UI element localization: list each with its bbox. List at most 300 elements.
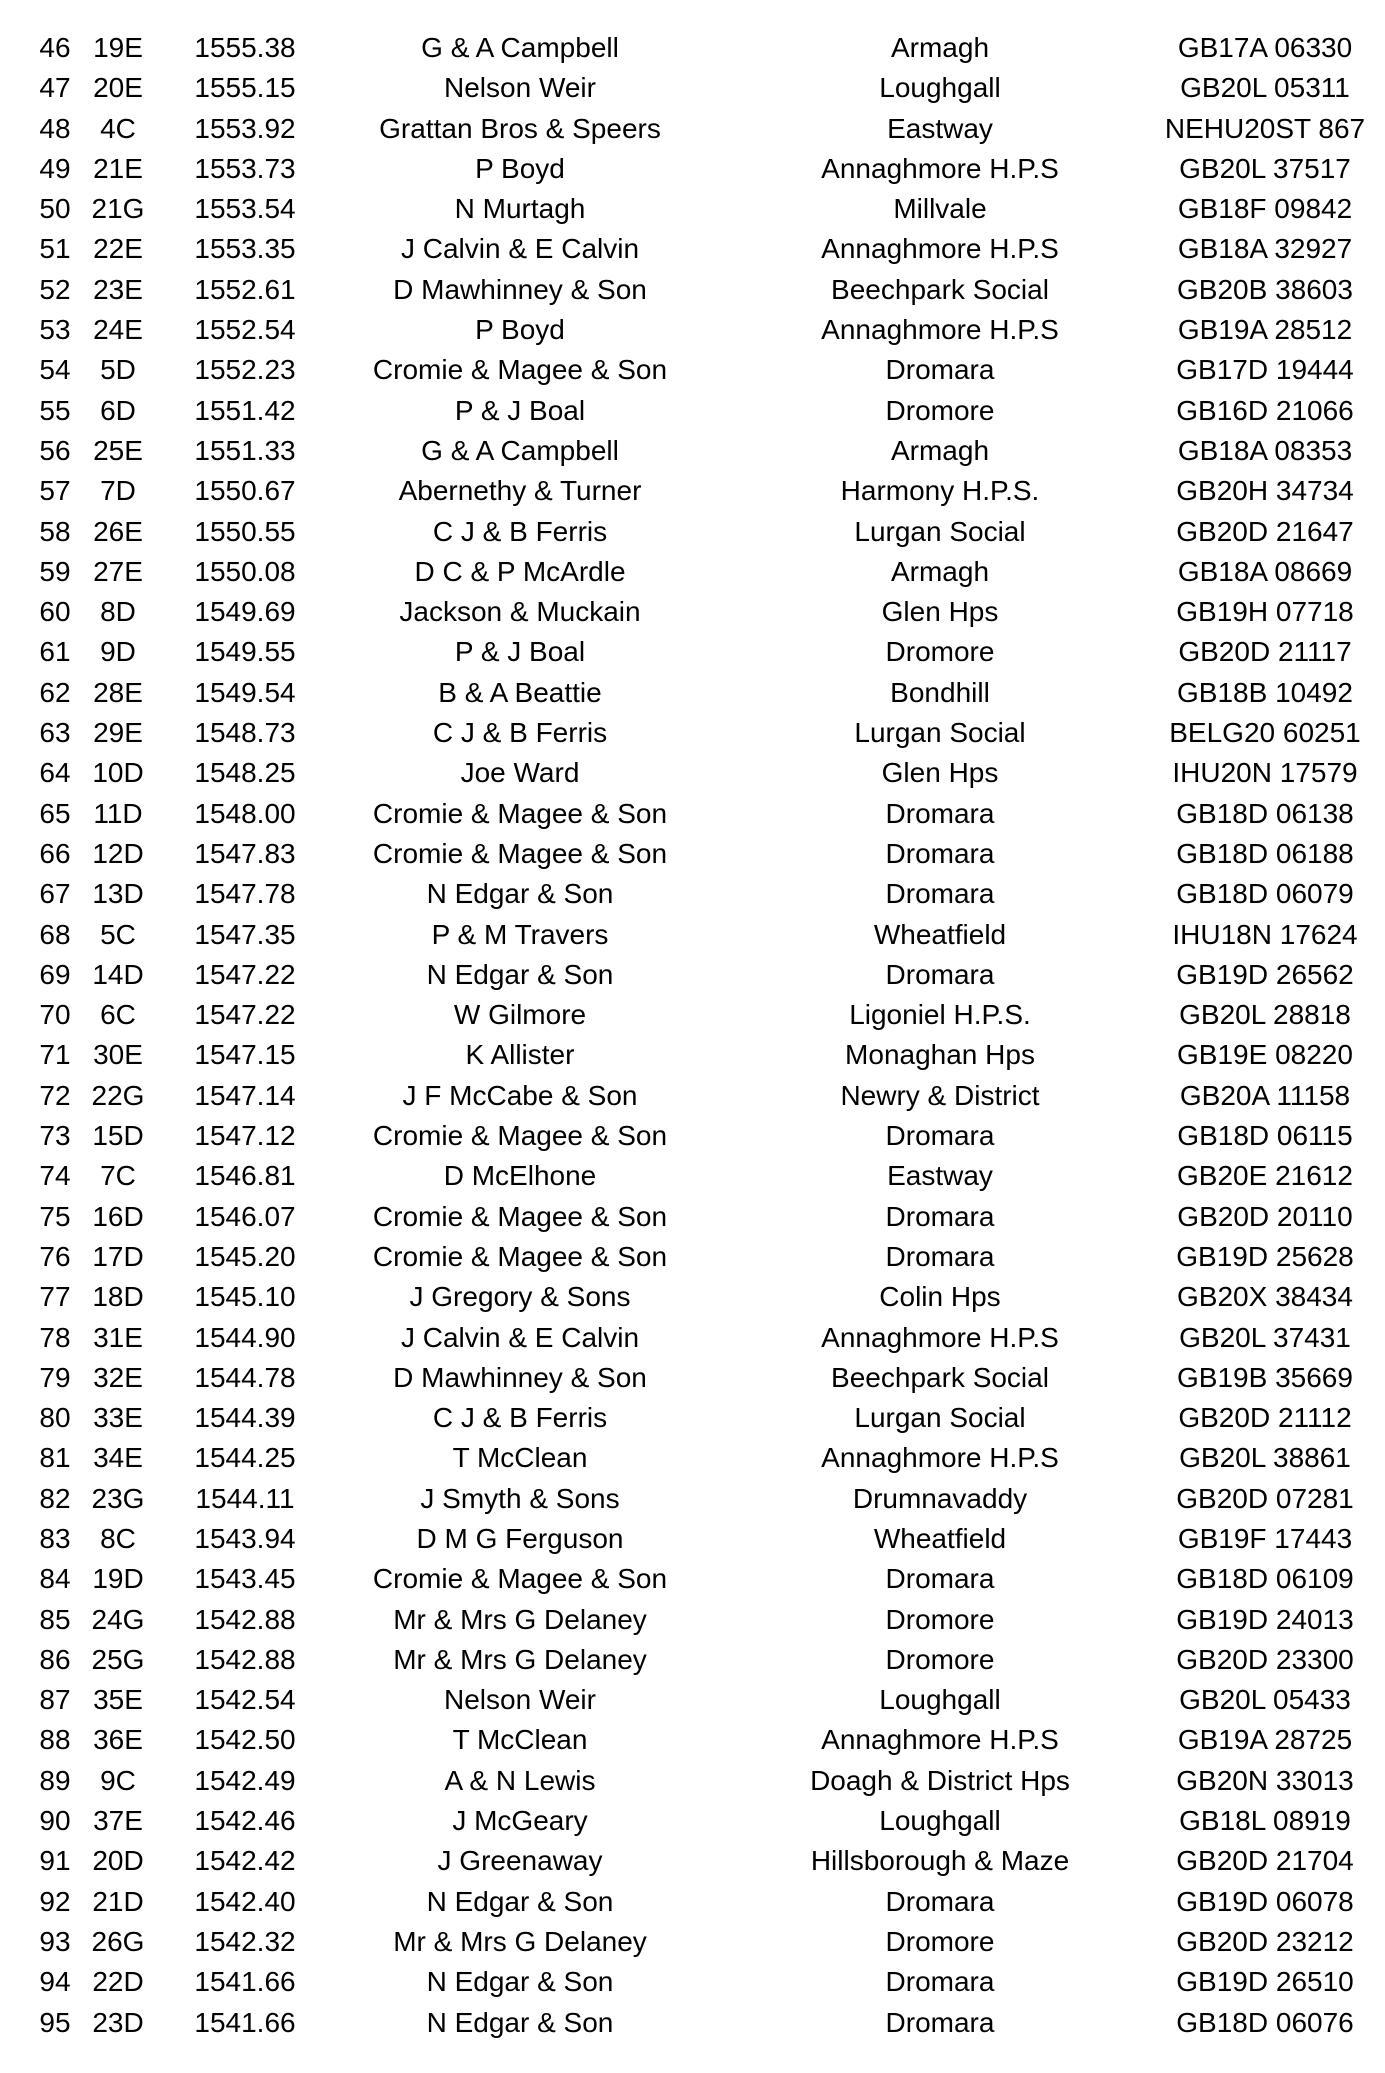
section-code-cell: 16D: [92, 1200, 144, 1232]
section-code-cell: 22E: [93, 233, 143, 265]
position-cell: 76: [39, 1240, 71, 1272]
table-row: [0, 552, 1385, 592]
fancier-name-cell: Cromie & Magee & Son: [372, 837, 668, 869]
ring-number-cell: GB18D 06109: [1176, 1563, 1354, 1595]
table-row: [0, 1801, 1385, 1841]
section-code-cell: 33E: [93, 1402, 143, 1434]
velocity-cell: 1547.22: [194, 999, 296, 1031]
club-cell: Annaghmore H.P.S: [821, 233, 1059, 265]
ring-number-cell: GB20D 21117: [1178, 636, 1352, 668]
club-cell: Dromara: [885, 1885, 995, 1917]
section-code-cell: 25E: [93, 434, 143, 466]
section-code-cell: 23D: [92, 2006, 144, 2038]
velocity-cell: 1546.81: [194, 1160, 296, 1192]
club-cell: Dromara: [885, 1240, 995, 1272]
table-row: [0, 753, 1385, 793]
club-cell: Dromore: [885, 394, 995, 426]
table-row: [0, 1156, 1385, 1196]
fancier-name-cell: Mr & Mrs G Delaney: [393, 1603, 647, 1635]
club-cell: Hillsborough & Maze: [810, 1845, 1070, 1877]
position-cell: 93: [39, 1925, 71, 1957]
velocity-cell: 1550.67: [194, 475, 296, 507]
section-code-cell: 21E: [93, 152, 143, 184]
section-code-cell: 7C: [100, 1160, 136, 1192]
velocity-cell: 1552.54: [194, 314, 296, 346]
table-row: [0, 270, 1385, 310]
club-cell: Lurgan Social: [854, 717, 1026, 749]
velocity-cell: 1542.32: [194, 1925, 296, 1957]
club-cell: Monaghan Hps: [845, 1039, 1035, 1071]
table-row: [0, 1761, 1385, 1801]
fancier-name-cell: K Allister: [465, 1039, 575, 1071]
section-code-cell: 12D: [92, 837, 144, 869]
velocity-cell: 1542.49: [194, 1764, 296, 1796]
section-code-cell: 22D: [92, 1966, 144, 1998]
ring-number-cell: IHU18N 17624: [1172, 918, 1358, 950]
position-cell: 56: [39, 434, 71, 466]
fancier-name-cell: J Greenaway: [437, 1845, 603, 1877]
position-cell: 80: [39, 1402, 71, 1434]
club-cell: Loughgall: [879, 1805, 1001, 1837]
position-cell: 90: [39, 1805, 71, 1837]
velocity-cell: 1553.92: [194, 112, 296, 144]
velocity-cell: 1553.54: [194, 193, 296, 225]
club-cell: Drumnavaddy: [852, 1482, 1028, 1514]
ring-number-cell: GB18A 08353: [1177, 434, 1353, 466]
fancier-name-cell: Nelson Weir: [444, 1684, 596, 1716]
position-cell: 86: [39, 1643, 71, 1675]
fancier-name-cell: Nelson Weir: [444, 72, 596, 104]
fancier-name-cell: W Gilmore: [453, 999, 587, 1031]
position-cell: 92: [39, 1885, 71, 1917]
position-cell: 48: [39, 112, 71, 144]
table-row: [0, 1640, 1385, 1680]
club-cell: Armagh: [890, 555, 990, 587]
club-cell: Armagh: [890, 434, 990, 466]
section-code-cell: 26E: [93, 515, 143, 547]
position-cell: 72: [39, 1079, 71, 1111]
section-code-cell: 26G: [91, 1925, 145, 1957]
position-cell: 47: [39, 72, 71, 104]
ring-number-cell: GB19D 24013: [1176, 1603, 1354, 1635]
ring-number-cell: GB20A 11158: [1179, 1079, 1351, 1111]
section-code-cell: 28E: [93, 676, 143, 708]
section-code-cell: 15D: [92, 1120, 144, 1152]
club-cell: Annaghmore H.P.S: [821, 152, 1059, 184]
fancier-name-cell: Grattan Bros & Speers: [379, 112, 661, 144]
club-cell: Eastway: [887, 1160, 993, 1192]
ring-number-cell: GB19D 06078: [1176, 1885, 1354, 1917]
fancier-name-cell: Abernethy & Turner: [398, 475, 642, 507]
fancier-name-cell: P Boyd: [475, 152, 565, 184]
velocity-cell: 1549.55: [194, 636, 296, 668]
ring-number-cell: GB19H 07718: [1176, 596, 1354, 628]
table-row: [0, 1680, 1385, 1720]
velocity-cell: 1544.78: [194, 1361, 296, 1393]
position-cell: 85: [39, 1603, 71, 1635]
club-cell: Lurgan Social: [854, 1402, 1026, 1434]
section-code-cell: 8D: [100, 596, 136, 628]
section-code-cell: 23G: [91, 1482, 145, 1514]
club-cell: Wheatfield: [873, 1522, 1007, 1554]
position-cell: 74: [39, 1160, 71, 1192]
fancier-name-cell: Jackson & Muckain: [399, 596, 641, 628]
position-cell: 68: [39, 918, 71, 950]
fancier-name-cell: G & A Campbell: [421, 32, 619, 63]
section-code-cell: 6D: [100, 394, 136, 426]
section-code-cell: 22G: [91, 1079, 145, 1111]
section-code-cell: 17D: [92, 1240, 144, 1272]
fancier-name-cell: T McClean: [452, 1724, 588, 1756]
section-code-cell: 8C: [100, 1522, 136, 1554]
fancier-name-cell: P & J Boal: [454, 394, 586, 426]
club-cell: Dromara: [885, 1120, 995, 1152]
club-cell: Dromore: [885, 1643, 995, 1675]
velocity-cell: 1552.61: [194, 273, 296, 305]
table-row: [0, 592, 1385, 632]
velocity-cell: 1553.35: [194, 233, 296, 265]
fancier-name-cell: J McGeary: [452, 1805, 588, 1837]
fancier-name-cell: C J & B Ferris: [432, 1402, 608, 1434]
ring-number-cell: GB20L 28818: [1179, 999, 1351, 1031]
table-row: [0, 995, 1385, 1035]
section-code-cell: 31E: [93, 1321, 143, 1353]
section-code-cell: 11D: [93, 797, 143, 829]
velocity-cell: 1545.10: [194, 1281, 296, 1313]
velocity-cell: 1544.90: [194, 1321, 296, 1353]
position-cell: 70: [39, 999, 71, 1031]
velocity-cell: 1548.73: [194, 717, 296, 749]
table-row: [0, 1479, 1385, 1519]
position-cell: 46: [39, 32, 71, 63]
fancier-name-cell: N Edgar & Son: [426, 958, 614, 990]
club-cell: Beechpark Social: [831, 1361, 1049, 1393]
table-row: [0, 1318, 1385, 1358]
section-code-cell: 5C: [100, 918, 136, 950]
table-row: [0, 1600, 1385, 1640]
fancier-name-cell: N Edgar & Son: [426, 2006, 614, 2038]
club-cell: Beechpark Social: [831, 273, 1049, 305]
club-cell: Annaghmore H.P.S: [821, 1321, 1059, 1353]
table-row: [0, 109, 1385, 149]
section-code-cell: 21G: [91, 193, 145, 225]
table-row: [0, 229, 1385, 269]
velocity-cell: 1547.12: [194, 1120, 296, 1152]
velocity-cell: 1547.14: [194, 1079, 296, 1111]
fancier-name-cell: N Edgar & Son: [426, 878, 614, 910]
table-row: [0, 673, 1385, 713]
position-cell: 88: [39, 1724, 71, 1756]
club-cell: Dromore: [885, 1603, 995, 1635]
position-cell: 87: [39, 1684, 71, 1716]
position-cell: 52: [39, 273, 71, 305]
fancier-name-cell: N Murtagh: [454, 193, 586, 225]
velocity-cell: 1550.08: [194, 555, 296, 587]
table-row: [0, 834, 1385, 874]
section-code-cell: 36E: [93, 1724, 143, 1756]
velocity-cell: 1551.42: [194, 394, 296, 426]
ring-number-cell: GB19E 08220: [1177, 1039, 1353, 1071]
ring-number-cell: GB18F 09842: [1177, 193, 1353, 225]
club-cell: Bondhill: [890, 676, 990, 708]
position-cell: 91: [39, 1845, 71, 1877]
table-row: [0, 794, 1385, 834]
section-code-cell: 24G: [91, 1603, 145, 1635]
fancier-name-cell: C J & B Ferris: [432, 717, 608, 749]
section-code-cell: 6C: [100, 999, 136, 1031]
position-cell: 81: [39, 1442, 71, 1474]
table-row: [0, 874, 1385, 914]
section-code-cell: 25G: [91, 1643, 145, 1675]
position-cell: 66: [39, 837, 71, 869]
ring-number-cell: GB20D 07281: [1176, 1482, 1354, 1514]
velocity-cell: 1555.15: [194, 72, 296, 104]
table-row: [0, 310, 1385, 350]
club-cell: Doagh & District Hps: [810, 1764, 1070, 1796]
section-code-cell: 19D: [92, 1563, 144, 1595]
velocity-cell: 1547.78: [194, 878, 296, 910]
fancier-name-cell: G & A Campbell: [421, 434, 619, 466]
club-cell: Dromara: [885, 354, 995, 386]
ring-number-cell: GB17A 06330: [1177, 32, 1353, 63]
ring-number-cell: GB20H 34734: [1176, 475, 1354, 507]
velocity-cell: 1542.88: [194, 1603, 296, 1635]
table-row: [0, 512, 1385, 552]
velocity-cell: 1542.88: [194, 1643, 296, 1675]
table-row: [0, 28, 1385, 68]
position-cell: 55: [39, 394, 71, 426]
fancier-name-cell: Cromie & Magee & Son: [372, 797, 668, 829]
club-cell: Ligoniel H.P.S.: [849, 999, 1031, 1031]
velocity-cell: 1549.69: [194, 596, 296, 628]
velocity-cell: 1543.94: [194, 1522, 296, 1554]
club-cell: Loughgall: [879, 72, 1001, 104]
ring-number-cell: GB19D 26510: [1176, 1966, 1354, 1998]
fancier-name-cell: D Mawhinney & Son: [393, 273, 647, 305]
position-cell: 69: [39, 958, 71, 990]
table-row: [0, 1841, 1385, 1881]
fancier-name-cell: P & J Boal: [454, 636, 586, 668]
ring-number-cell: GB18A 32927: [1177, 233, 1353, 265]
ring-number-cell: GB19D 25628: [1176, 1240, 1354, 1272]
table-row: [0, 68, 1385, 108]
section-code-cell: 9D: [100, 636, 136, 668]
fancier-name-cell: B & A Beattie: [438, 676, 602, 708]
section-code-cell: 23E: [93, 273, 143, 305]
velocity-cell: 1550.55: [194, 515, 296, 547]
ring-number-cell: GB16D 21066: [1176, 394, 1354, 426]
velocity-cell: 1548.00: [194, 797, 296, 829]
table-row: [0, 1438, 1385, 1478]
position-cell: 94: [39, 1966, 71, 1998]
velocity-cell: 1542.42: [194, 1845, 296, 1877]
position-cell: 64: [39, 757, 71, 789]
ring-number-cell: GB17D 19444: [1176, 354, 1354, 386]
ring-number-cell: GB20D 23300: [1176, 1643, 1354, 1675]
section-code-cell: 21D: [92, 1885, 144, 1917]
position-cell: 82: [39, 1482, 71, 1514]
club-cell: Dromara: [885, 1200, 995, 1232]
section-code-cell: 24E: [93, 314, 143, 346]
position-cell: 79: [39, 1361, 71, 1393]
club-cell: Wheatfield: [873, 918, 1007, 950]
velocity-cell: 1552.23: [194, 354, 296, 386]
table-row: [0, 149, 1385, 189]
fancier-name-cell: D McElhone: [443, 1160, 597, 1192]
club-cell: Loughgall: [879, 1684, 1001, 1716]
fancier-name-cell: C J & B Ferris: [432, 515, 608, 547]
ring-number-cell: GB20L 37431: [1179, 1321, 1351, 1353]
ring-number-cell: BELG20 60251: [1169, 717, 1361, 749]
fancier-name-cell: J Smyth & Sons: [420, 1482, 620, 1514]
velocity-cell: 1543.45: [194, 1563, 296, 1595]
section-code-cell: 13D: [92, 878, 144, 910]
ring-number-cell: GB20L 38861: [1179, 1442, 1351, 1474]
fancier-name-cell: Mr & Mrs G Delaney: [393, 1643, 647, 1675]
fancier-name-cell: Cromie & Magee & Son: [372, 1120, 668, 1152]
section-code-cell: 34E: [93, 1442, 143, 1474]
fancier-name-cell: P & M Travers: [431, 918, 609, 950]
club-cell: Dromara: [885, 797, 995, 829]
fancier-name-cell: N Edgar & Son: [426, 1885, 614, 1917]
section-code-cell: 29E: [93, 717, 143, 749]
velocity-cell: 1547.83: [194, 837, 296, 869]
ring-number-cell: GB19F 17443: [1177, 1522, 1353, 1554]
position-cell: 50: [39, 193, 71, 225]
table-row: [0, 1398, 1385, 1438]
section-code-cell: 20D: [92, 1845, 144, 1877]
ring-number-cell: GB20D 21112: [1178, 1402, 1352, 1434]
fancier-name-cell: J F McCabe & Son: [402, 1079, 638, 1111]
ring-number-cell: GB18L 08919: [1179, 1805, 1351, 1837]
table-row: [0, 1035, 1385, 1075]
table-row: [0, 189, 1385, 229]
ring-number-cell: GB18D 06115: [1177, 1120, 1353, 1152]
velocity-cell: 1545.20: [194, 1240, 296, 1272]
position-cell: 89: [39, 1764, 71, 1796]
club-cell: Newry & District: [840, 1079, 1040, 1111]
ring-number-cell: GB20L 05311: [1180, 72, 1350, 104]
club-cell: Dromara: [885, 878, 995, 910]
fancier-name-cell: Cromie & Magee & Son: [372, 1240, 668, 1272]
club-cell: Dromara: [885, 1563, 995, 1595]
club-cell: Dromara: [885, 1966, 995, 1998]
table-row: [0, 1720, 1385, 1760]
position-cell: 61: [39, 636, 71, 668]
ring-number-cell: GB19B 35669: [1177, 1361, 1353, 1393]
club-cell: Millvale: [893, 193, 987, 225]
table-row: [0, 1076, 1385, 1116]
fancier-name-cell: D C & P McArdle: [414, 555, 626, 587]
position-cell: 59: [39, 555, 71, 587]
table-row: [0, 1358, 1385, 1398]
ring-number-cell: GB20L 37517: [1179, 152, 1351, 184]
ring-number-cell: GB19A 28512: [1177, 314, 1353, 346]
ring-number-cell: GB20E 21612: [1177, 1160, 1353, 1192]
club-cell: Glen Hps: [881, 757, 999, 789]
club-cell: Colin Hps: [879, 1281, 1001, 1313]
position-cell: 75: [39, 1200, 71, 1232]
club-cell: Lurgan Social: [854, 515, 1026, 547]
fancier-name-cell: Cromie & Magee & Son: [372, 1200, 668, 1232]
velocity-cell: 1551.33: [194, 434, 296, 466]
table-row: [0, 632, 1385, 672]
table-row: [0, 1882, 1385, 1922]
velocity-cell: 1544.25: [194, 1442, 296, 1474]
club-cell: Armagh: [890, 32, 990, 63]
section-code-cell: 37E: [93, 1805, 143, 1837]
fancier-name-cell: D M G Ferguson: [416, 1522, 624, 1554]
position-cell: 65: [39, 797, 71, 829]
section-code-cell: 19E: [93, 32, 143, 63]
fancier-name-cell: J Calvin & E Calvin: [400, 1321, 640, 1353]
section-code-cell: 7D: [100, 475, 136, 507]
section-code-cell: 10D: [92, 757, 144, 789]
ring-number-cell: GB18D 06076: [1176, 2006, 1354, 2038]
velocity-cell: 1549.54: [194, 676, 296, 708]
position-cell: 77: [39, 1281, 71, 1313]
ring-number-cell: GB20X 38434: [1177, 1281, 1353, 1313]
position-cell: 73: [39, 1120, 71, 1152]
position-cell: 51: [39, 233, 71, 265]
position-cell: 84: [39, 1563, 71, 1595]
table-row: [0, 955, 1385, 995]
ring-number-cell: NEHU20ST 867: [1164, 112, 1366, 144]
position-cell: 83: [39, 1522, 71, 1554]
club-cell: Dromara: [885, 837, 995, 869]
table-row: [0, 1922, 1385, 1962]
table-row: [0, 1962, 1385, 2002]
ring-number-cell: GB20N 33013: [1176, 1764, 1354, 1796]
velocity-cell: 1542.46: [194, 1805, 296, 1837]
club-cell: Annaghmore H.P.S: [821, 1442, 1059, 1474]
position-cell: 53: [39, 314, 71, 346]
section-code-cell: 14D: [92, 958, 144, 990]
table-row: [0, 1519, 1385, 1559]
position-cell: 78: [39, 1321, 71, 1353]
velocity-cell: 1555.38: [194, 32, 296, 63]
ring-number-cell: GB19A 28725: [1177, 1724, 1353, 1756]
position-cell: 95: [39, 2006, 71, 2038]
ring-number-cell: GB20D 21647: [1176, 515, 1354, 547]
fancier-name-cell: A & N Lewis: [444, 1764, 596, 1796]
position-cell: 49: [39, 152, 71, 184]
table-row: [0, 1116, 1385, 1156]
table-row: [0, 1237, 1385, 1277]
velocity-cell: 1542.40: [194, 1885, 296, 1917]
fancier-name-cell: D Mawhinney & Son: [393, 1361, 647, 1393]
velocity-cell: 1547.22: [194, 958, 296, 990]
velocity-cell: 1547.35: [194, 918, 296, 950]
ring-number-cell: GB18D 06079: [1176, 878, 1354, 910]
position-cell: 71: [39, 1039, 71, 1071]
velocity-cell: 1541.66: [194, 1966, 296, 1998]
fancier-name-cell: N Edgar & Son: [426, 1966, 614, 1998]
velocity-cell: 1542.54: [194, 1684, 296, 1716]
position-cell: 67: [39, 878, 71, 910]
club-cell: Annaghmore H.P.S: [821, 1724, 1059, 1756]
position-cell: 62: [39, 676, 71, 708]
velocity-cell: 1553.73: [194, 152, 296, 184]
fancier-name-cell: J Calvin & E Calvin: [400, 233, 640, 265]
ring-number-cell: GB18B 10492: [1177, 676, 1353, 708]
table-row: [0, 713, 1385, 753]
table-row: [0, 391, 1385, 431]
position-cell: 60: [39, 596, 71, 628]
ring-number-cell: GB20D 21704: [1176, 1845, 1354, 1877]
fancier-name-cell: P Boyd: [475, 314, 565, 346]
section-code-cell: 35E: [93, 1684, 143, 1716]
